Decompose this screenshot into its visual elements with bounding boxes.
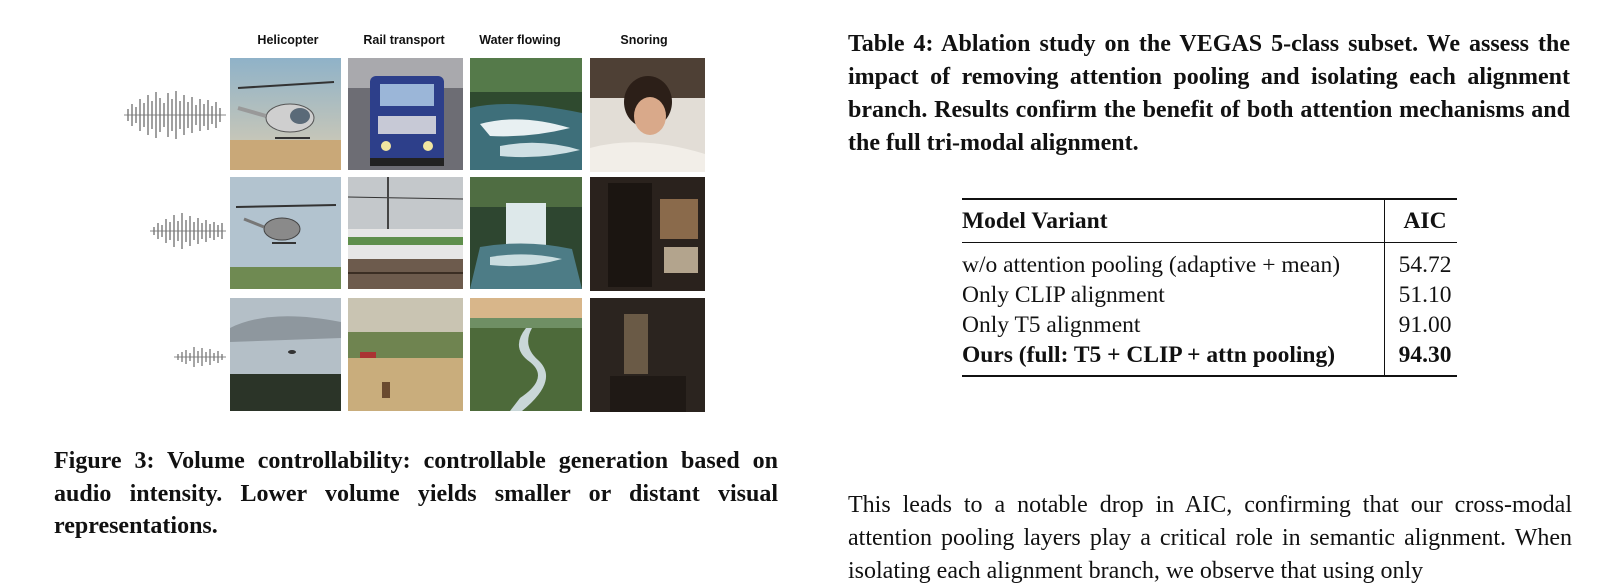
- image-rail-medium: [348, 177, 463, 289]
- table-row: [962, 280, 1457, 310]
- column-label-snoring: Snoring: [620, 33, 668, 47]
- image-rail-loud: [348, 58, 463, 170]
- table-caption: Table 4: Ablation study on the VEGAS 5-class subset. We assess the impact of removing attention pooling and isolating each alignment branch. Results confirm the benefit of both attention mechanisms and the full tri-modal alignment.: [848, 31, 1570, 156]
- header-model-variant: Model Variant: [962, 207, 1108, 234]
- body-paragraph: This leads to a notable drop in AIC, confirming that our cross-modal attention pooling layers play a critical role in semantic alignment. When isolating each alignment branch, we observe that using only: [848, 492, 1572, 584]
- waveform-loud: [124, 89, 226, 141]
- table-row: [962, 310, 1457, 340]
- aic-cell: 51.10: [1385, 280, 1458, 310]
- table-row-ours: [962, 340, 1457, 376]
- image-water-quiet: [470, 298, 582, 411]
- column-label-rail-transport: Rail transport: [363, 33, 445, 47]
- ablation-table: [962, 198, 1457, 377]
- aic-cell: 91.00: [1385, 310, 1458, 340]
- image-snoring-loud: [590, 58, 705, 172]
- image-helicopter-quiet: [230, 298, 341, 411]
- header-aic: AIC: [1385, 199, 1458, 243]
- table-header-row: [962, 199, 1457, 243]
- image-water-loud: [470, 58, 582, 170]
- column-label-helicopter: Helicopter: [257, 33, 319, 47]
- image-rail-quiet: [348, 298, 463, 411]
- figure-3: [0, 0, 800, 420]
- variant-cell: w/o attention pooling (adaptive + mean): [962, 251, 1341, 278]
- variant-cell: Only T5 alignment: [962, 311, 1141, 338]
- variant-cell: Only CLIP alignment: [962, 281, 1165, 308]
- image-helicopter-loud: [230, 58, 341, 170]
- image-snoring-quiet: [590, 298, 705, 412]
- image-helicopter-medium: [230, 177, 341, 289]
- table-row: [962, 243, 1457, 281]
- figure-caption: Figure 3: Volume controllability: controllable generation based on audio intensity. Lower volume yields smaller or distant visual representations.: [54, 448, 778, 539]
- aic-cell: 54.72: [1385, 243, 1458, 281]
- column-label-water-flowing: Water flowing: [479, 33, 561, 47]
- image-snoring-medium: [590, 177, 705, 291]
- variant-cell: Ours (full: T5 + CLIP + attn pooling): [962, 341, 1336, 368]
- waveform-medium: [150, 211, 226, 251]
- image-water-medium: [470, 177, 582, 289]
- waveform-quiet: [174, 344, 226, 370]
- aic-cell: 94.30: [1385, 340, 1458, 376]
